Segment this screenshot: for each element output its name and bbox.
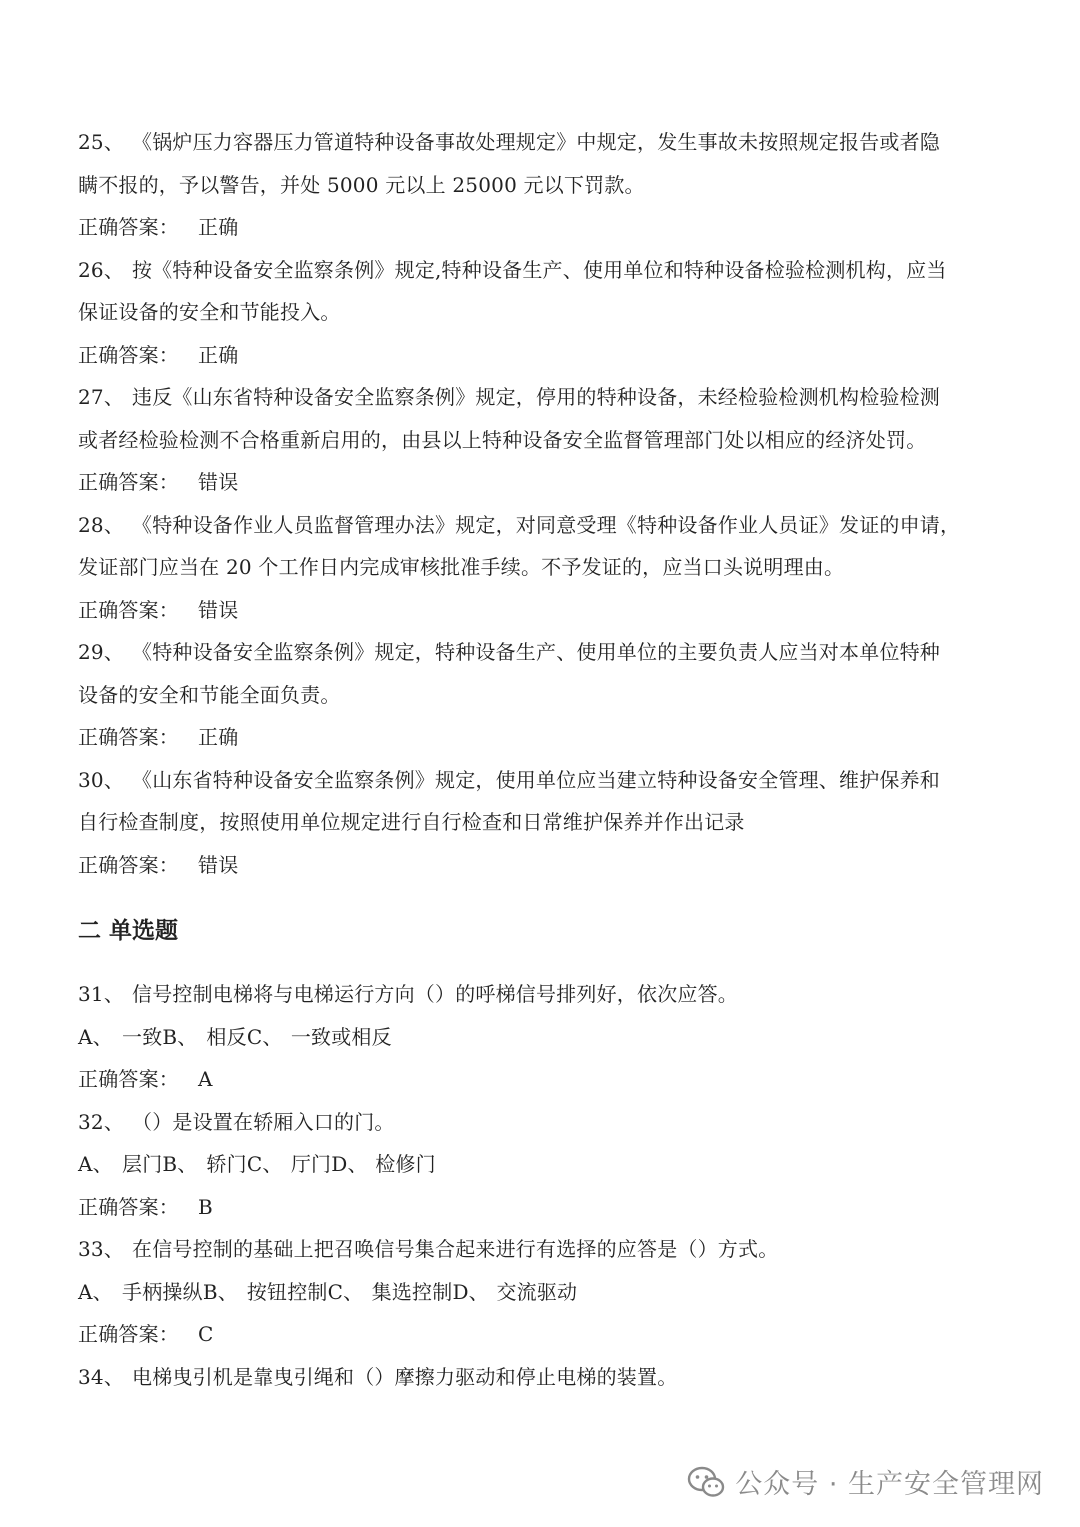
question-text: 在信号控制的基础上把召唤信号集合起来进行有选择的应答是（）方式。: [132, 1237, 779, 1261]
question-26-line2: 保证设备的安全和节能投入。: [78, 300, 341, 324]
question-25-line2: 瞒不报的，予以警告，并处 5000 元以上 25000 元以下罚款。: [78, 172, 645, 197]
answer-27: [78, 461, 1008, 504]
option-letter: B、: [162, 1024, 198, 1049]
question-30-line1: [78, 759, 1008, 802]
answer-label: 正确答案：: [78, 215, 179, 239]
option-value: 轿门: [206, 1152, 247, 1176]
option-letter: C、: [246, 1024, 283, 1049]
option-letter: A、: [78, 1024, 113, 1049]
answer-value: A: [198, 1067, 213, 1091]
answer-33: [78, 1313, 1008, 1356]
answer-32: [78, 1186, 1008, 1229]
answer-26: [78, 334, 1008, 377]
section-title: 二 单选题: [78, 918, 179, 944]
option-letter: B、: [202, 1279, 238, 1304]
question-26-line1: [78, 249, 1008, 292]
option-letter: D、: [331, 1152, 368, 1176]
option-value: 一致: [122, 1024, 163, 1049]
option-value: 按钮控制: [246, 1279, 328, 1304]
option-value: 集选控制: [371, 1279, 453, 1304]
question-text: （）是设置在轿厢入口的门。: [132, 1109, 395, 1134]
document-content: [78, 121, 1008, 1398]
question-30-line2: 自行检查制度，按照使用单位规定进行自行检查和日常维护保养并作出记录: [78, 810, 745, 834]
answer-label: 正确答案：: [78, 725, 179, 749]
option-value: 相反: [206, 1024, 247, 1049]
answer-label: 正确答案：: [78, 1194, 179, 1219]
question-text: 违反《山东省特种设备安全监察条例》规定，停用的特种设备，未经检验检测机构检验检测: [132, 385, 940, 409]
answer-value: 正确: [198, 342, 239, 367]
option-letter: B、: [162, 1152, 198, 1176]
question-number: 26、: [78, 257, 125, 282]
options-31: [78, 1016, 1008, 1059]
question-text: 《特种设备安全监察条例》规定，特种设备生产、使用单位的主要负责人应当对本单位特种: [132, 640, 940, 664]
question-31: [78, 973, 1008, 1016]
question-25-line1: [78, 121, 1008, 164]
answer-value: 错误: [198, 852, 239, 877]
question-text: 《锅炉压力容器压力管道特种设备事故处理规定》中规定，发生事故未按照规定报告或者隐: [132, 130, 940, 154]
answer-value: B: [198, 1194, 213, 1219]
question-text: 《特种设备作业人员监督管理办法》规定，对同意受理《特种设备作业人员证》发证的申请，: [132, 512, 961, 537]
question-27-line1: [78, 376, 1008, 419]
question-number: 30、: [78, 767, 125, 792]
question-number: 28、: [78, 512, 125, 537]
answer-label: 正确答案：: [78, 342, 179, 367]
answer-label: 正确答案：: [78, 1067, 179, 1091]
options-32: [78, 1143, 1008, 1186]
answer-value: 正确: [198, 215, 239, 239]
question-number: 33、: [78, 1237, 125, 1261]
option-value: 交流驱动: [496, 1279, 578, 1304]
option-value: 一致或相反: [290, 1024, 392, 1049]
question-number: 31、: [78, 982, 125, 1006]
question-29-line2: 设备的安全和节能全面负责。: [78, 682, 341, 707]
wechat-icon: [687, 1466, 725, 1498]
answer-label: 正确答案：: [78, 470, 179, 494]
question-text: 信号控制电梯将与电梯运行方向（）的呼梯信号排列好，依次应答。: [132, 982, 738, 1006]
option-value: 层门: [122, 1152, 163, 1176]
question-33: [78, 1228, 1008, 1271]
watermark: [687, 1462, 1044, 1501]
question-text: 电梯曳引机是靠曳引绳和（）摩擦力驱动和停止电梯的装置。: [132, 1364, 678, 1389]
question-number: 29、: [78, 640, 125, 664]
question-28-line1: [78, 504, 1008, 547]
answer-label: 正确答案：: [78, 1322, 179, 1346]
question-27-line2: 或者经检验检测不合格重新启用的，由县以上特种设备安全监督管理部门处以相应的经济处罚。: [78, 427, 927, 452]
option-letter: A、: [78, 1152, 113, 1176]
watermark-text: 公众号 · 生产安全管理网: [735, 1469, 1044, 1500]
option-letter: D、: [452, 1279, 489, 1304]
answer-label: 正确答案：: [78, 597, 179, 622]
option-letter: C、: [327, 1279, 364, 1304]
question-32: [78, 1101, 1008, 1144]
question-text: 《山东省特种设备安全监察条例》规定，使用单位应当建立特种设备安全管理、维护保养和: [132, 767, 940, 792]
answer-label: 正确答案：: [78, 852, 179, 877]
option-letter: C、: [246, 1152, 283, 1176]
options-33: [78, 1271, 1008, 1314]
question-number: 32、: [78, 1109, 125, 1134]
question-34: [78, 1356, 1008, 1399]
option-value: 厅门: [290, 1152, 332, 1176]
question-number: 34、: [78, 1364, 125, 1389]
answer-value: C: [198, 1322, 214, 1346]
question-28-line2: 发证部门应当在 20 个工作日内完成审核批准手续。不予发证的，应当口头说明理由。: [78, 555, 845, 579]
question-29-line1: [78, 631, 1008, 674]
answer-29: [78, 716, 1008, 759]
option-value: 检修门: [375, 1152, 436, 1176]
answer-25: [78, 206, 1008, 249]
question-number: 27、: [78, 385, 125, 409]
question-text: 按《特种设备安全监察条例》规定,特种设备生产、使用单位和特种设备检验检测机构，应当: [132, 257, 947, 282]
answer-value: 错误: [198, 470, 239, 494]
answer-value: 正确: [198, 725, 239, 749]
option-letter: A、: [78, 1279, 113, 1304]
option-value: 手柄操纵: [122, 1279, 203, 1304]
answer-30: [78, 844, 1008, 887]
question-number: 25、: [78, 130, 125, 154]
answer-value: 错误: [198, 597, 239, 622]
answer-28: [78, 589, 1008, 632]
answer-31: [78, 1058, 1008, 1101]
